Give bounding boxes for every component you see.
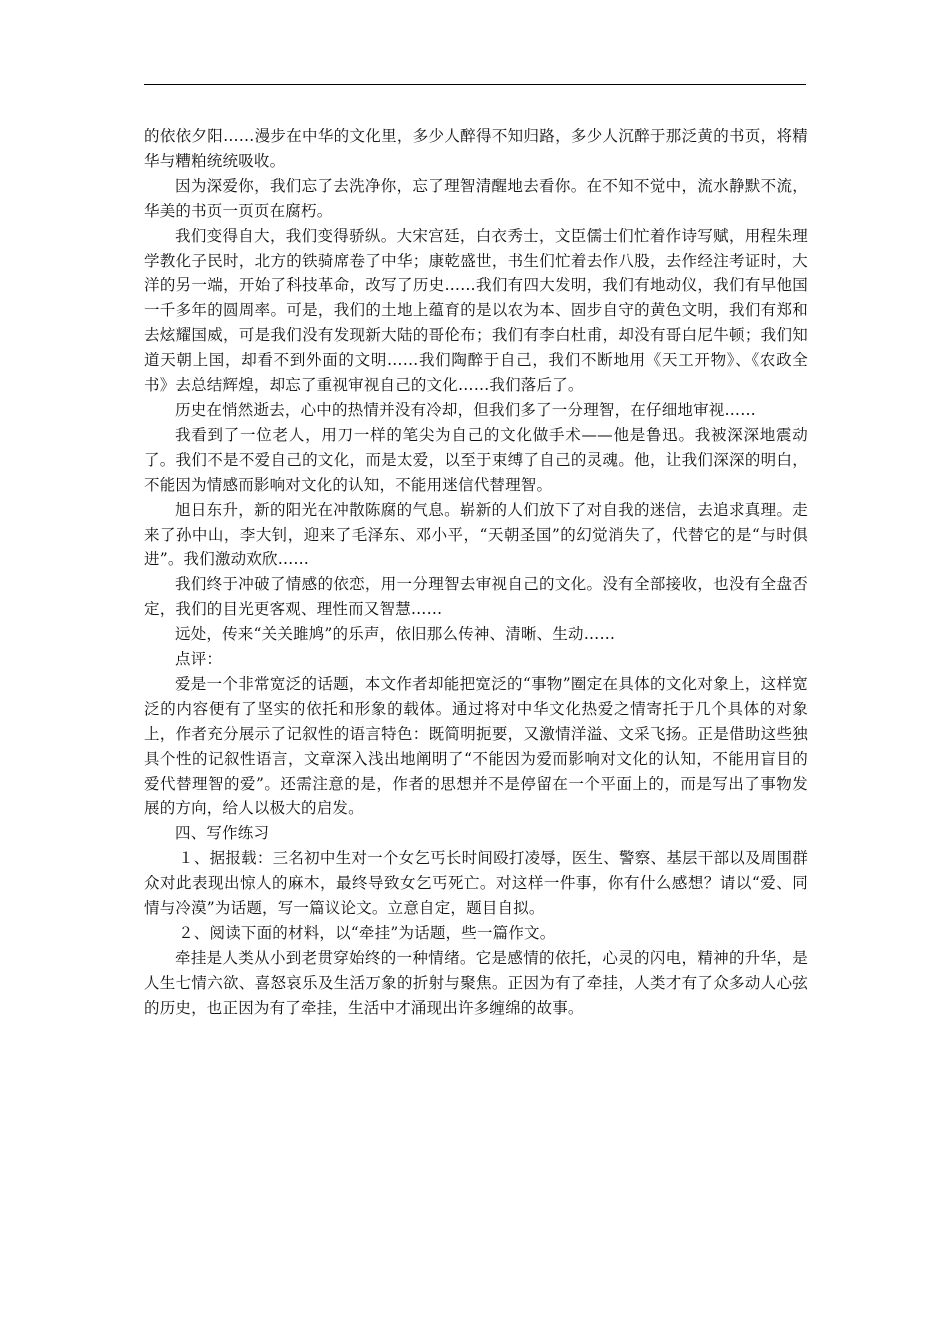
commentary-paragraph: 爱是一个非常宽泛的话题，本文作者却能把宽泛的“事物”圈定在具体的文化对象上，这样宽泛的内容便有了坚实的依托和形象的载体。通过将对中华文化热爱之情寄托于几个具体的对象上，作者充分展示了记叙性的语言特色：既简明扼要，又激情洋溢、文采飞扬。正是借助这些独具个性的记叙性语言，文章深入浅出地阐明了“不能因为爱而影响对文化的认知，不能用盲目的爱代替理智的爱”。还需注意的是，作者的思想并不是停留在一个平面上的，而是写出了事物发展的方向，给人以极大的启发。	[144, 674, 808, 818]
document-body	[144, 124, 808, 1021]
exercise-item: １、据报载：三名初中生对一个女乞丐长时间殴打凌辱，医生、警察、基层干部以及周围群众对此表现出惊人的麻木，最终导致女乞丐死亡。对这样一件事，你有什么感想？请以“爱、同情与冷漠”为话题，写一篇议论文。立意自定，题目自拟。	[144, 849, 808, 918]
paragraph: 旭日东升，新的阳光在冲散陈腐的气息。崭新的人们放下了对自我的迷信，去追求真理。走来了孙中山，李大钊，迎来了毛泽东、邓小平，“天朝圣国”的幻觉消失了，代替它的是“与时俱进”。我们激动欢欣……	[144, 500, 808, 569]
section-heading: 四、写作练习	[175, 824, 270, 843]
paragraph: 远处，传来“关关雎鸠”的乐声，依旧那么传神、清晰、生动……	[175, 625, 616, 644]
paragraph: 的依依夕阳……漫步在中华的文化里，多少人醉得不知归路，多少人沉醉于那泛黄的书页，将精华与糟粕统统吸收。	[144, 127, 808, 170]
paragraph: 因为深爱你，我们忘了去洗净你，忘了理智清醒地去看你。在不知不觉中，流水静默不流，华美的书页一页页在腐朽。	[144, 176, 808, 220]
paragraph: 历史在悄然逝去，心中的热情并没有冷却，但我们多了一分理智，在仔细地审视……	[175, 400, 756, 419]
exercise-item: ２、阅读下面的材料，以“牵挂”为话题，些一篇作文。	[178, 924, 556, 942]
paragraph: 我们终于冲破了情感的依恋，用一分理智去审视自己的文化。没有全部接收，也没有全盘否定，我们的目光更客观、理性而又智慧……	[144, 575, 808, 619]
paragraph: 我看到了一位老人，用刀一样的笔尖为自己的文化做手术——他是鲁迅。我被深深地震动了。我们不是不爱自己的文化，而是太爱，以至于束缚了自己的灵魂。他，让我们深深的明白，不能因为情感而影响对文化的认知，不能用迷信代替理智。	[144, 425, 808, 494]
material-paragraph: 牵挂是人类从小到老贯穿始终的一种情绪。它是感情的依托，心灵的闪电，精神的升华，是人生七情六欲、喜怒哀乐及生活万象的折射与聚焦。正因为有了牵挂，人类才有了众多动人心弦的历史，也正因为有了牵挂，生活中才涌现出许多缠绵的故事。	[144, 948, 808, 1017]
header-rule	[144, 84, 806, 85]
commentary-heading: 点评：	[175, 650, 223, 669]
paragraph: 我们变得自大，我们变得骄纵。大宋宫廷，白衣秀士，文臣儒士们忙着作诗写赋，用程朱理学教化子民时，北方的铁骑席卷了中华；康乾盛世，书生们忙着去作八股，去作经注考证时，大洋的另一端，开始了科技革命，改写了历史……我们有四大发明，我们有地动仪，我们有早他国一千多年的圆周率。可是，我们的土地上蕴育的是以农为本、固步自守的黄色文明，我们有郑和去炫耀国威，可是我们没有发现新大陆的哥伦布；我们有李白杜甫，却没有哥白尼牛顿；我们知道天朝上国，却看不到外面的文明……我们陶醉于自己，我们不断地用《天工开物》、《农政全书》去总结辉煌，却忘了重视审视自己的文化……我们落后了。	[144, 226, 808, 395]
